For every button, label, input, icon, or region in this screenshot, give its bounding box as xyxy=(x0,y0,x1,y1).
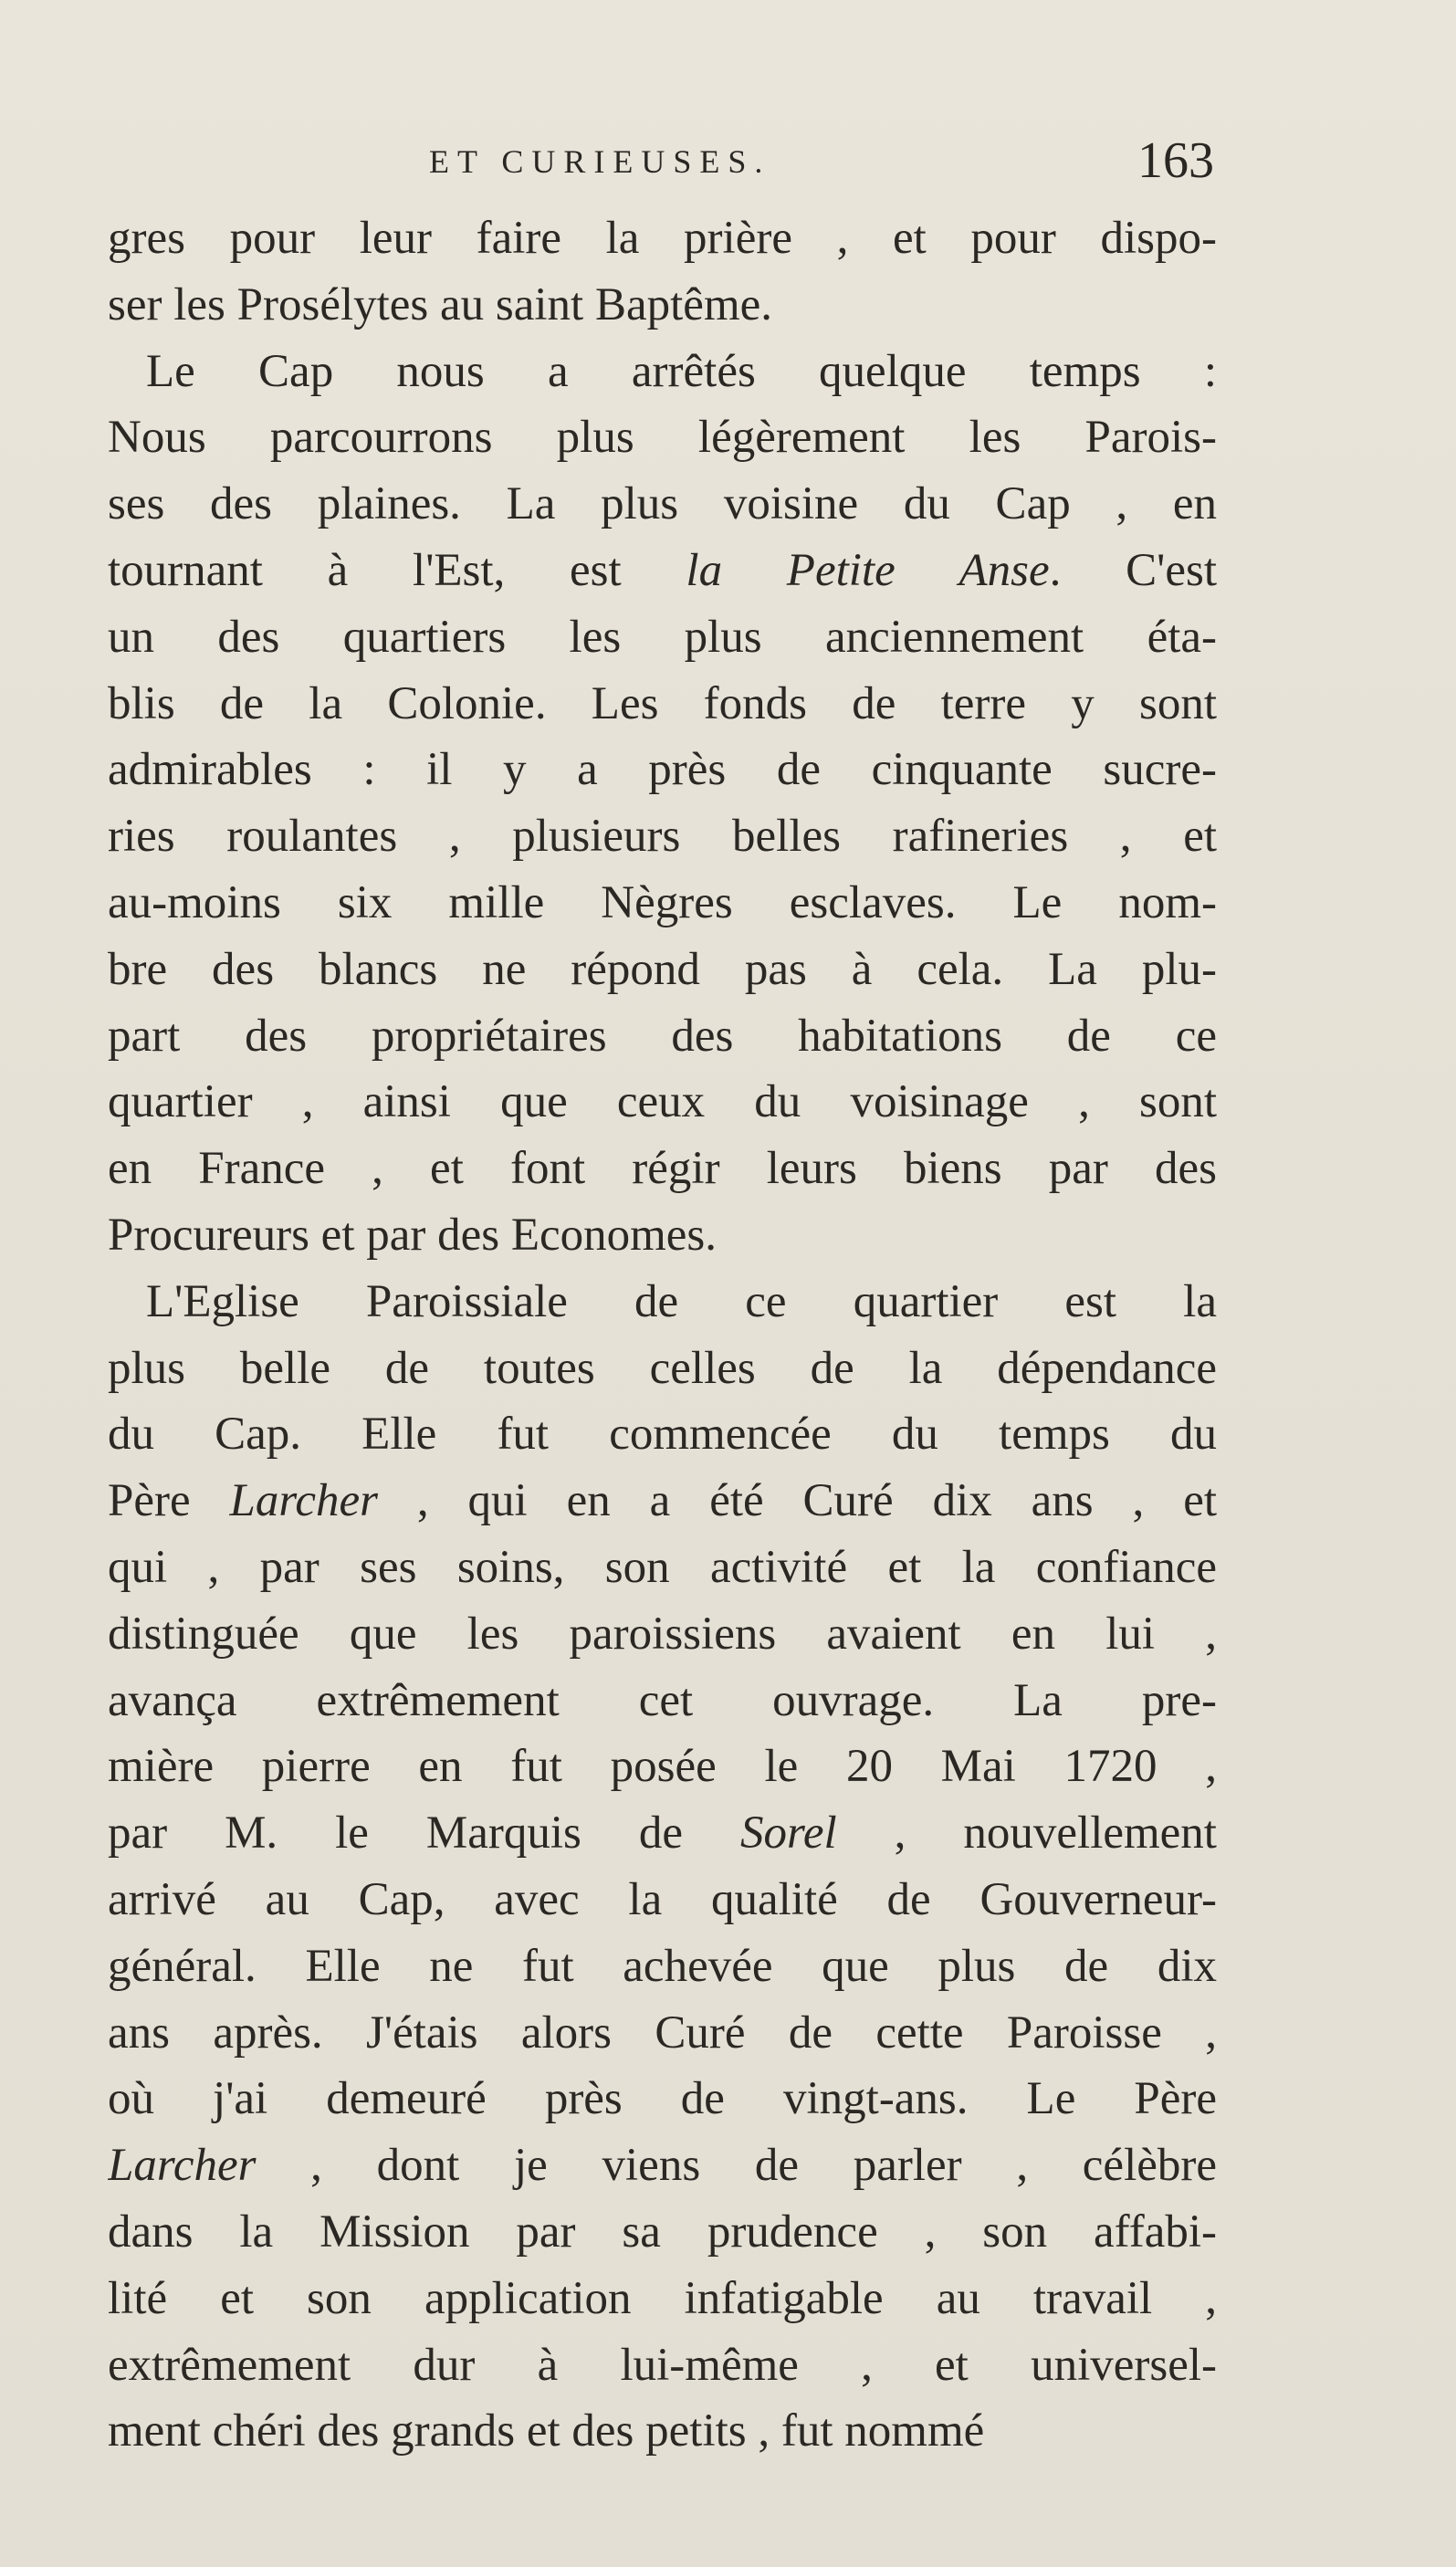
line-text: un des quartiers les plus anciennement éta- xyxy=(108,611,1217,663)
line-text: L'Eglise Paroissiale de ce quartier est la xyxy=(146,1275,1217,1327)
line-text: gres pour leur faire la prière , et pour dispo- xyxy=(108,213,1217,264)
text-line xyxy=(108,1136,1217,1202)
line-text: en France , et font régir leurs biens par des xyxy=(108,1143,1217,1195)
text-line xyxy=(108,1468,1217,1535)
text-line xyxy=(108,1668,1217,1734)
line-text: général. Elle ne fut achevée que plus de dix xyxy=(108,1940,1217,1992)
line-text: quartier , ainsi que ceux du voisinage , sont xyxy=(108,1076,1217,1128)
text-line xyxy=(108,2199,1217,2266)
line-text: Père xyxy=(108,1475,230,1527)
line-text: Nous parcourrons plus légèrement les Parois- xyxy=(108,412,1217,464)
running-title: ET CURIEUSES. xyxy=(429,143,771,180)
line-text: dans la Mission par sa prudence , son affabi- xyxy=(108,2206,1217,2258)
text-line xyxy=(108,272,1217,339)
italic-name: Larcher xyxy=(229,1475,378,1527)
line-text: Le Cap nous a arrêtés quelque temps : xyxy=(146,345,1217,397)
text-line xyxy=(108,205,1217,272)
page-number: 163 xyxy=(1137,132,1214,189)
text-line xyxy=(108,2332,1217,2399)
line-text: arrivé au Cap, avec la qualité de Gouverneur- xyxy=(108,1873,1217,1925)
italic-name: Sorel xyxy=(739,1807,837,1860)
line-text: par M. le Marquis de xyxy=(108,1807,740,1860)
line-text: Procureurs et par des Economes. xyxy=(108,1209,718,1261)
line-text: , qui en a été Curé dix ans , et xyxy=(377,1475,1217,1527)
line-text: au-moins six mille Nègres esclaves. Le nom- xyxy=(108,876,1217,928)
line-text: . C'est xyxy=(1049,544,1217,596)
text-line xyxy=(108,339,1217,405)
text-line xyxy=(108,671,1217,738)
text-line xyxy=(108,1401,1217,1468)
line-text: bre des blancs ne répond pas à cela. La plu- xyxy=(108,943,1217,995)
text-line xyxy=(108,2066,1217,2132)
line-text: ans après. J'étais alors Curé de cette Paroisse , xyxy=(108,2006,1217,2059)
line-text: du Cap. Elle fut commencée du temps du xyxy=(108,1409,1217,1461)
line-text: , nouvellement xyxy=(836,1807,1217,1860)
text-line xyxy=(108,1800,1217,1867)
line-text: , dont je viens de parler , célèbre xyxy=(256,2140,1217,2192)
text-line xyxy=(108,1535,1217,1601)
text-line xyxy=(108,404,1217,471)
text-line xyxy=(108,803,1217,870)
text-line xyxy=(108,1003,1217,1070)
line-text: lité et son application infatigable au travail , xyxy=(108,2272,1217,2324)
line-text: tournant à l'Est, est xyxy=(108,544,686,596)
line-text: mière pierre en fut posée le 20 Mai 1720 , xyxy=(108,1741,1217,1793)
body-text xyxy=(108,205,1217,2465)
line-text: extrêmement dur à lui-même , et universel- xyxy=(108,2339,1217,2391)
line-text: part des propriétaires des habitations de ce xyxy=(108,1010,1217,1062)
line-text: distinguée que les paroissiens avaient en lui , xyxy=(108,1608,1217,1660)
text-line xyxy=(108,1601,1217,1668)
line-text: ses des plaines. La plus voisine du Cap , en xyxy=(108,478,1217,530)
text-line xyxy=(108,604,1217,671)
text-line xyxy=(108,1734,1217,1800)
text-line xyxy=(108,2266,1217,2332)
line-text: avança extrêmement cet ouvrage. La pre- xyxy=(108,1674,1217,1726)
text-line xyxy=(108,1933,1217,2000)
text-line xyxy=(108,937,1217,1003)
text-line xyxy=(108,737,1217,803)
text-line xyxy=(108,1269,1217,1336)
line-text: admirables : il y a près de cinquante sucre- xyxy=(108,744,1217,796)
running-head xyxy=(429,132,1223,192)
text-line xyxy=(108,471,1217,538)
line-text: ries roulantes , plusieurs belles rafineries , et xyxy=(108,811,1217,863)
line-text: ment chéri des grands et des petits , fut nommé xyxy=(108,2405,985,2457)
text-line xyxy=(108,538,1217,604)
text-line xyxy=(108,870,1217,937)
line-text: qui , par ses soins, son activité et la confiance xyxy=(108,1541,1217,1593)
line-text: plus belle de toutes celles de la dépendance xyxy=(108,1342,1217,1394)
line-text: où j'ai demeuré près de vingt-ans. Le Père xyxy=(108,2073,1217,2125)
text-line xyxy=(108,2398,1217,2465)
text-line xyxy=(108,1336,1217,1402)
line-text: ser les Prosélytes au saint Baptême. xyxy=(108,278,772,330)
text-line xyxy=(108,1867,1217,1933)
text-line xyxy=(108,2000,1217,2067)
text-line xyxy=(108,1202,1217,1269)
line-text: blis de la Colonie. Les fonds de terre y sont xyxy=(108,677,1217,729)
italic-name: Larcher xyxy=(108,2140,257,2192)
text-line xyxy=(108,1069,1217,1136)
italic-name: la Petite Anse xyxy=(686,544,1050,596)
text-line xyxy=(108,2132,1217,2199)
